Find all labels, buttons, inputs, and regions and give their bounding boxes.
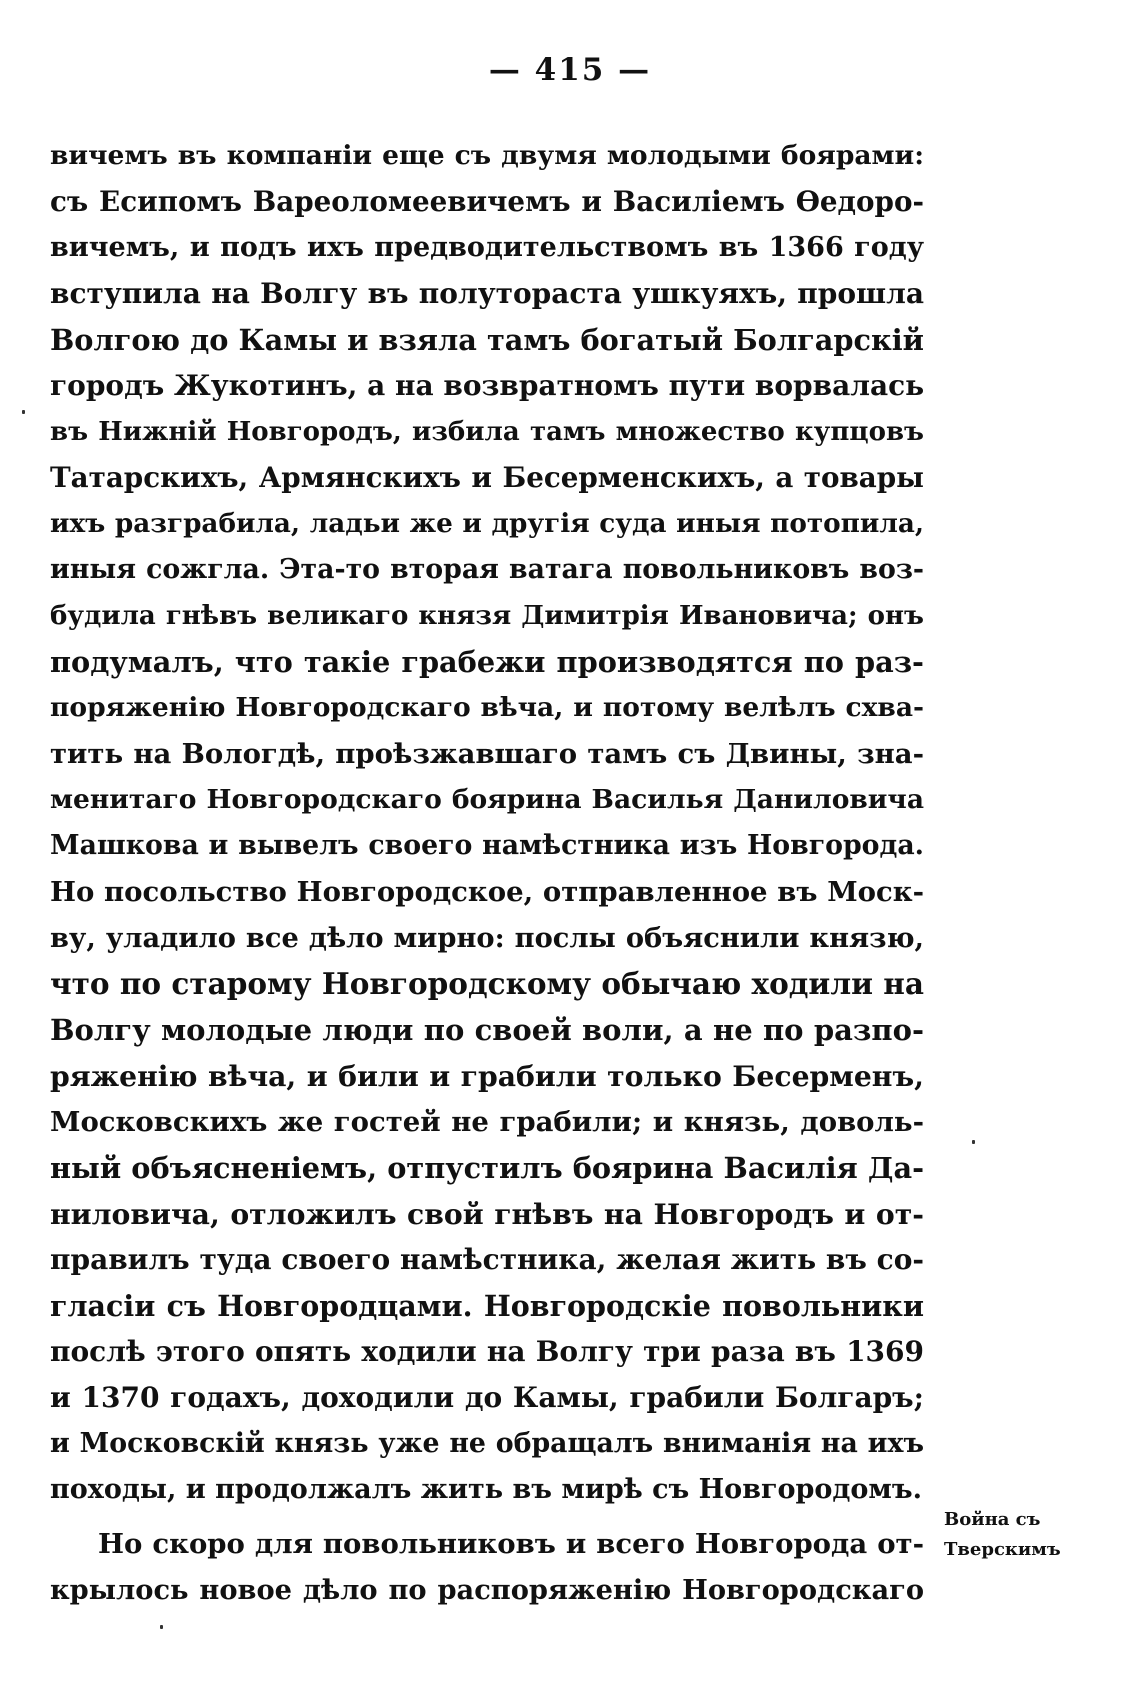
body-text: [50, 133, 924, 1613]
text-line: Но скоро для повольниковъ и всего Новгорода от-: [98, 1528, 924, 1560]
page-number: — 415 —: [488, 52, 652, 88]
text-line: Татарскихъ, Армянскихъ и Бесерменскихъ, а товары: [50, 461, 924, 494]
text-line: ный объясненіемъ, отпустилъ боярина Василія Да-: [50, 1151, 924, 1185]
text-line: вичемъ въ компаніи еще съ двумя молодыми боярами:: [50, 140, 924, 171]
marginal-note-line: Тверскимъ: [944, 1539, 1061, 1560]
text-line: ряженію вѣча, и били и грабили только Бесерменъ,: [50, 1059, 924, 1093]
print-speck: [972, 1140, 975, 1144]
text-line: поряженію Новгородскаго вѣча, и потому велѣлъ схва-: [50, 692, 924, 723]
text-line: правилъ туда своего намѣстника, желая жить въ со-: [50, 1243, 924, 1276]
paragraph-2: [50, 1521, 924, 1613]
text-line: ихъ разграбила, ладьи же и другія суда иныя потопила,: [50, 508, 924, 539]
text-line: походы, и продолжалъ жить въ мирѣ съ Новгородомъ.: [50, 1474, 922, 1505]
text-line: Московскихъ же гостей не грабили; и князь, доволь-: [50, 1106, 924, 1138]
text-line: вичемъ, и подъ ихъ предводительствомъ въ 1366 году: [50, 232, 924, 263]
text-line: съ Есипомъ Вареоломеевичемъ и Василіемъ Өедоро-: [50, 185, 924, 218]
text-line: въ Нижній Новгородъ, избила тамъ множество купцовъ: [50, 417, 924, 447]
text-line: вступила на Волгу въ полутораста ушкуяхъ, прошла: [50, 277, 924, 310]
text-line: послѣ этого опять ходили на Волгу три раза въ 1369: [50, 1335, 924, 1368]
text-line: крылось новое дѣло по распоряженію Новгородскаго: [50, 1574, 924, 1606]
print-speck: [22, 410, 25, 414]
marginal-note-line: Война съ: [944, 1509, 1041, 1530]
text-line: что по старому Новгородскому обычаю ходили на: [50, 966, 924, 1001]
marginal-note: [944, 1505, 1114, 1565]
text-line: тить на Вологдѣ, проѣзжавшаго тамъ съ Двины, зна-: [50, 738, 924, 770]
paragraph-1: [50, 133, 924, 1513]
text-line: Волгою до Камы и взяла тамъ богатый Болгарскій: [50, 323, 924, 357]
text-line: Но посольство Новгородское, отправленное въ Моск-: [50, 876, 924, 908]
text-line: ниловича, отложилъ свой гнѣвъ на Новгородъ и от-: [50, 1197, 924, 1231]
text-line: подумалъ, что такіе грабежи производятся по раз-: [50, 645, 924, 679]
text-line: ву, уладило все дѣло мирно: послы объяснили князю,: [50, 922, 924, 954]
text-line: и Московскій князь уже не обращалъ вниманія на ихъ: [50, 1428, 924, 1459]
print-speck: [160, 1625, 163, 1629]
text-line: гласіи съ Новгородцами. Новгородскіе повольники: [50, 1289, 924, 1323]
text-line: будила гнѣвъ великаго князя Димитрія Ивановича; онъ: [50, 601, 924, 631]
text-line: Машкова и вывелъ своего намѣстника изъ Новгорода.: [50, 830, 924, 861]
text-line: городъ Жукотинъ, а на возвратномъ пути ворвалась: [50, 369, 924, 402]
text-line: Волгу молодые люди по своей воли, а не по разпо-: [50, 1013, 924, 1047]
text-line: менитаго Новгородскаго боярина Василья Даниловича: [50, 784, 924, 815]
paragraph-gap: [50, 1513, 924, 1521]
text-line: и 1370 годахъ, доходили до Камы, грабили Болгаръ;: [50, 1381, 924, 1414]
text-line: иныя сожгла. Эта-то вторая ватага повольниковъ воз-: [50, 554, 924, 585]
